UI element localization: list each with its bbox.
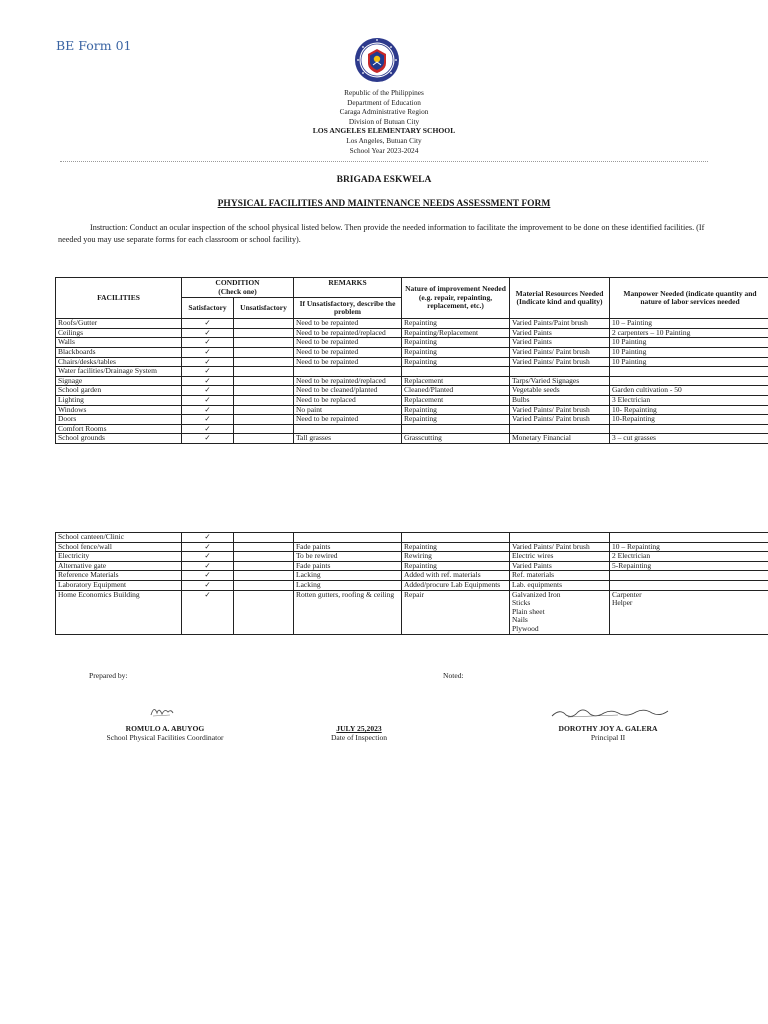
manpower-cell (610, 571, 768, 581)
facility-cell: School canteen/Clinic (56, 533, 182, 543)
principal-signature-icon (548, 705, 674, 721)
check-mark-icon: ✓ (204, 433, 211, 443)
nature-cell: Replacement (402, 376, 510, 386)
col-unsatisfactory: Unsatisfactory (234, 298, 294, 319)
manpower-cell: 3 Electrician (610, 395, 768, 405)
remarks-cell: Tall grasses (294, 434, 402, 444)
material-cell: Varied Paints/ Paint brush (510, 347, 610, 357)
table-row (56, 367, 768, 377)
remarks-cell: Fade paints (294, 542, 402, 552)
manpower-cell: 10 Painting (610, 357, 768, 367)
remarks-cell: Fade paints (294, 561, 402, 571)
unsatisfactory-cell (234, 580, 294, 590)
form-title: PHYSICAL FACILITIES AND MAINTENANCE NEEDS ASSESSMENT FORM (217, 199, 551, 209)
satisfactory-cell (182, 319, 234, 329)
remarks-cell (294, 367, 402, 377)
material-cell: Varied Paints/Paint brush (510, 319, 610, 329)
manpower-cell: 3 – cut grasses (610, 434, 768, 444)
principal-block (520, 724, 696, 742)
unsatisfactory-cell (234, 386, 294, 396)
nature-cell: Cleaned/Planted (402, 386, 510, 396)
satisfactory-cell (182, 395, 234, 405)
unsatisfactory-cell (234, 424, 294, 434)
satisfactory-cell (182, 571, 234, 581)
manpower-cell: Carpenter Helper (610, 590, 768, 634)
satisfactory-cell (182, 376, 234, 386)
principal-role: Principal II (590, 733, 626, 742)
nature-cell: Added with ref. materials (402, 571, 510, 581)
nature-cell: Repainting (402, 319, 510, 329)
remarks-cell: Lacking (294, 571, 402, 581)
remarks-cell: No paint (294, 405, 402, 415)
remarks-cell: Need to be repainted/replaced (294, 376, 402, 386)
manpower-cell: 10 Painting (610, 338, 768, 348)
remarks-cell: Need to be repainted (294, 338, 402, 348)
facility-cell: Lighting (56, 395, 182, 405)
nature-cell: Repainting (402, 405, 510, 415)
facility-cell: Laboratory Equipment (56, 580, 182, 590)
table-row (56, 415, 768, 425)
check-mark-icon: ✓ (204, 551, 211, 561)
inspection-date: JULY 25,2023 (336, 724, 382, 733)
remarks-cell (294, 533, 402, 543)
facility-cell: Signage (56, 376, 182, 386)
nature-cell: Added/procure Lab Equipments (402, 580, 510, 590)
table-row (56, 571, 768, 581)
check-mark-icon: ✓ (204, 347, 211, 356)
letterhead-school-year: School Year 2023-2024 (349, 145, 419, 155)
nature-cell: Repainting (402, 338, 510, 348)
nature-cell: Repair (402, 590, 510, 634)
check-mark-icon: ✓ (204, 385, 211, 395)
satisfactory-cell (182, 434, 234, 444)
preparer-signature-icon (148, 703, 176, 719)
nature-cell (402, 424, 510, 434)
nature-cell: Repainting (402, 347, 510, 357)
table-row (56, 552, 768, 562)
satisfactory-cell (182, 347, 234, 357)
table-row (56, 542, 768, 552)
material-cell: Tarps/Varied Signages (510, 376, 610, 386)
nature-cell: Repainting/Replacement (402, 328, 510, 338)
inspection-date-label: Date of Inspection (330, 733, 388, 742)
manpower-cell: 10-Repainting (610, 415, 768, 425)
material-cell (510, 367, 610, 377)
check-mark-icon: ✓ (204, 580, 211, 589)
manpower-cell: 5-Repainting (610, 561, 768, 571)
remarks-cell: Need to be repainted (294, 347, 402, 357)
facility-cell: Windows (56, 405, 182, 415)
material-cell: Monetary Financial (510, 434, 610, 444)
material-cell: Varied Paints/ Paint brush (510, 405, 610, 415)
header-divider (60, 161, 708, 162)
manpower-cell: 10 Painting (610, 347, 768, 357)
nature-cell: Repainting (402, 561, 510, 571)
facilities-table-1 (55, 277, 768, 444)
facility-cell: School garden (56, 386, 182, 396)
material-cell: Ref. materials (510, 571, 610, 581)
satisfactory-cell (182, 552, 234, 562)
satisfactory-cell (182, 561, 234, 571)
noted-label: Noted: (443, 671, 464, 680)
material-cell: Varied Paints (510, 338, 610, 348)
nature-cell: Replacement (402, 395, 510, 405)
facility-cell: Reference Materials (56, 571, 182, 581)
manpower-cell (610, 376, 768, 386)
manpower-cell: 10- Repainting (610, 405, 768, 415)
remarks-cell: Rotten gutters, roofing & ceiling (294, 590, 402, 634)
satisfactory-cell (182, 357, 234, 367)
unsatisfactory-cell (234, 357, 294, 367)
check-mark-icon: ✓ (204, 561, 211, 570)
facility-cell: Ceilings (56, 328, 182, 338)
facility-cell: Comfort Rooms (56, 424, 182, 434)
satisfactory-cell (182, 424, 234, 434)
facility-cell: Water facilities/Drainage System (56, 367, 182, 377)
facility-cell: School fence/wall (56, 542, 182, 552)
remarks-cell: Lacking (294, 580, 402, 590)
date-block (300, 724, 418, 742)
unsatisfactory-cell (234, 533, 294, 543)
check-mark-icon: ✓ (204, 424, 211, 433)
remarks-cell: Need to be repainted (294, 319, 402, 329)
manpower-cell: 2 carpenters – 10 Painting (610, 328, 768, 338)
manpower-cell: 10 – Painting (610, 319, 768, 329)
unsatisfactory-cell (234, 415, 294, 425)
facility-cell: Chairs/desks/tables (56, 357, 182, 367)
remarks-cell (294, 424, 402, 434)
table-row (56, 590, 768, 634)
program-title: BRIGADA ESKWELA (336, 175, 432, 185)
material-cell (510, 424, 610, 434)
col-manpower: Manpower Needed (indicate quantity and nature of labor services needed (610, 278, 768, 319)
nature-cell (402, 533, 510, 543)
unsatisfactory-cell (234, 328, 294, 338)
check-mark-icon: ✓ (204, 366, 211, 376)
nature-cell: Rewiring (402, 552, 510, 562)
check-mark-icon: ✓ (204, 405, 211, 414)
remarks-cell: Need to be repainted/replaced (294, 328, 402, 338)
unsatisfactory-cell (234, 590, 294, 634)
manpower-cell (610, 580, 768, 590)
table-row (56, 405, 768, 415)
remarks-cell: Need to be replaced (294, 395, 402, 405)
material-cell: Varied Paints (510, 561, 610, 571)
principal-name: DOROTHY JOY A. GALERA (558, 724, 658, 733)
satisfactory-cell (182, 405, 234, 415)
table-row (56, 376, 768, 386)
remarks-cell: Need to be cleaned/planted (294, 386, 402, 396)
nature-cell: Repainting (402, 357, 510, 367)
facility-cell: School grounds (56, 434, 182, 444)
manpower-cell: 10 – Repainting (610, 542, 768, 552)
table-row (56, 347, 768, 357)
check-mark-icon: ✓ (204, 337, 211, 347)
check-mark-icon: ✓ (204, 570, 211, 580)
satisfactory-cell (182, 590, 234, 634)
material-cell: Lab. equipments (510, 580, 610, 590)
remarks-cell: Need to be repainted (294, 415, 402, 425)
unsatisfactory-cell (234, 561, 294, 571)
col-nature: Nature of improvement Needed (e.g. repair, repainting, replacement, etc.) (402, 278, 510, 319)
unsatisfactory-cell (234, 338, 294, 348)
check-mark-icon: ✓ (204, 357, 211, 366)
satisfactory-cell (182, 338, 234, 348)
table-row (56, 561, 768, 571)
facility-cell: Blackboards (56, 347, 182, 357)
facility-cell: Walls (56, 338, 182, 348)
table-row (56, 386, 768, 396)
letterhead-republic: Republic of the Philippines (344, 88, 424, 97)
check-mark-icon: ✓ (204, 542, 211, 551)
unsatisfactory-cell (234, 395, 294, 405)
form-id: BE Form 01 (56, 38, 132, 53)
prepared-by-label: Prepared by: (89, 671, 128, 680)
material-cell: Varied Paints/ Paint brush (510, 357, 610, 367)
remarks-cell: Need to be repainted (294, 357, 402, 367)
table-row (56, 434, 768, 444)
table-row (56, 533, 768, 543)
manpower-cell: 2 Electrician (610, 552, 768, 562)
nature-cell (402, 367, 510, 377)
material-cell: Bulbs (510, 395, 610, 405)
letterhead-school: LOS ANGELES ELEMENTARY SCHOOL (312, 126, 456, 136)
col-material: Material Resources Needed (Indicate kind and quality) (510, 278, 610, 319)
material-cell: Varied Paints/ Paint brush (510, 415, 610, 425)
remarks-cell: To be rewired (294, 552, 402, 562)
satisfactory-cell (182, 580, 234, 590)
check-mark-icon: ✓ (204, 318, 211, 328)
check-mark-icon: ✓ (204, 590, 211, 599)
col-remarks: REMARKS (294, 278, 402, 298)
letterhead-division: Division of Butuan City (348, 116, 420, 126)
unsatisfactory-cell (234, 347, 294, 357)
material-cell: Varied Paints (510, 328, 610, 338)
preparer-role: School Physical Facilities Coordinator (106, 733, 224, 742)
check-mark-icon: ✓ (204, 395, 211, 404)
col-satisfactory: Satisfactory (182, 298, 234, 319)
letterhead-department: Department of Education (347, 97, 421, 107)
nature-cell: Repainting (402, 542, 510, 552)
unsatisfactory-cell (234, 434, 294, 444)
unsatisfactory-cell (234, 367, 294, 377)
facility-cell: Home Economics Building (56, 590, 182, 634)
unsatisfactory-cell (234, 552, 294, 562)
manpower-cell (610, 424, 768, 434)
col-condition-note: (Check one) (218, 286, 257, 296)
preparer-name: ROMULO A. ABUYOG (125, 724, 205, 733)
facility-cell: Electricity (56, 552, 182, 562)
check-mark-icon: ✓ (204, 414, 211, 424)
facility-cell: Doors (56, 415, 182, 425)
col-condition (182, 278, 294, 298)
facilities-table-2 (55, 532, 768, 635)
preparer-block (80, 724, 250, 742)
letterhead-region: Caraga Administrative Region (339, 107, 429, 117)
manpower-cell (610, 367, 768, 377)
facility-cell: Alternative gate (56, 561, 182, 571)
satisfactory-cell (182, 386, 234, 396)
deped-seal-icon (354, 37, 400, 83)
col-facilities: FACILITIES (56, 278, 182, 319)
satisfactory-cell (182, 367, 234, 377)
check-mark-icon: ✓ (204, 328, 211, 337)
material-cell: Varied Paints/ Paint brush (510, 542, 610, 552)
material-cell: Electric wires (510, 552, 610, 562)
material-cell: Galvanized Iron Sticks Plain sheet Nails Plywood (510, 590, 610, 634)
letterhead-address: Los Angeles, Butuan City (346, 135, 422, 145)
facility-cell: Roofs/Gutter (56, 319, 182, 329)
table-row (56, 357, 768, 367)
table-row (56, 328, 768, 338)
instruction-text: Instruction: Conduct an ocular inspection of the school physical listed below. Then provide the needed information to facilitate the improvement to be done on these identified facilities. (If needed you may use separate forms for each classroom or school facility). (58, 223, 705, 244)
unsatisfactory-cell (234, 571, 294, 581)
unsatisfactory-cell (234, 405, 294, 415)
check-mark-icon: ✓ (204, 532, 211, 541)
check-mark-icon: ✓ (204, 376, 211, 385)
unsatisfactory-cell (234, 319, 294, 329)
unsatisfactory-cell (234, 542, 294, 552)
material-cell: Vegetable seeds (510, 386, 610, 396)
unsatisfactory-cell (234, 376, 294, 386)
table-row (56, 338, 768, 348)
table-row (56, 424, 768, 434)
table-row (56, 319, 768, 329)
satisfactory-cell (182, 328, 234, 338)
letterhead (0, 88, 768, 155)
material-cell (510, 533, 610, 543)
satisfactory-cell (182, 415, 234, 425)
satisfactory-cell (182, 542, 234, 552)
manpower-cell (610, 533, 768, 543)
table-row (56, 580, 768, 590)
manpower-cell: Garden cultivation - 50 (610, 386, 768, 396)
col-remarks-sub: If Unsatisfactory, describe the problem (294, 298, 402, 319)
satisfactory-cell (182, 533, 234, 543)
table-row (56, 395, 768, 405)
nature-cell: Grasscutting (402, 434, 510, 444)
col-condition-title: CONDITION (215, 278, 260, 287)
nature-cell: Repainting (402, 415, 510, 425)
